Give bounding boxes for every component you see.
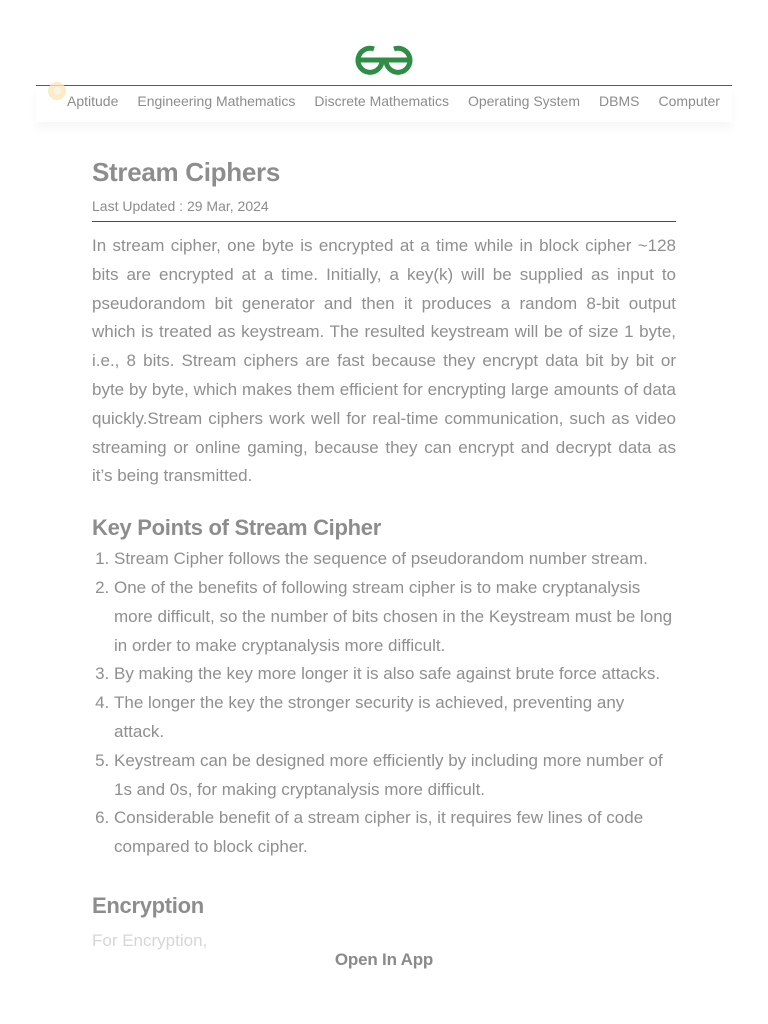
list-item: 1. Stream Cipher follows the sequence of pseudorandom number stream. [114,545,676,574]
list-item: 2. One of the benefits of following stream cipher is to make cryptanalysis more difficult, so the number of bits chosen in the Keystream must be long in order to make cryptanalysis more difficult. [114,574,676,660]
list-item: 4. The longer the key the stronger security is achieved, preventing any attack. [114,689,676,747]
article [92,150,676,953]
intro-paragraph: In stream cipher, one byte is encrypted at a time while in block cipher ~128 bits are encrypted at a time. Initially, a key(k) will be supplied as input to pseudorandom bit generator and then it produces a random 8-bit output which is treated as keystream. The resulted keystream will be of size 1 byte, i.e., 8 bits. Stream ciphers are fast because they encrypt data bit by bit or byte by byte, which makes them efficient for encrypting large amounts of data quickly.Stream ciphers work well for real-time communication, such as video streaming or online gaming, because they can encrypt and decrypt data as it’s being transmitted. [92,236,676,486]
top-nav [36,86,732,122]
list-item: 3. By making the key more longer it is also safe against brute force attacks. [114,660,676,689]
open-in-app-button[interactable]: Open In App [334,950,434,969]
gfg-logo-icon[interactable] [352,42,416,78]
nav-items [67,93,739,109]
page-title: Stream Ciphers [92,157,280,187]
nav-item-operating-system[interactable]: Operating System [467,93,581,109]
key-points-heading: Key Points of Stream Cipher [92,515,381,541]
last-updated: Last Updated : 29 Mar, 2024 [92,198,269,214]
title-divider [92,221,676,222]
nav-item-engineering-mathematics[interactable]: Engineering Mathematics [137,93,296,109]
header [0,0,768,86]
nav-item-dbms[interactable]: DBMS [599,93,640,109]
nav-item-computer[interactable]: Computer [658,93,720,109]
encryption-heading: Encryption [92,892,204,918]
list-item: 5. Keystream can be designed more efficiently by including more number of 1s and 0s, for making cryptanalysis more difficult. [114,747,676,805]
encryption-text: For Encryption, [92,930,208,950]
nav-item-discrete-mathematics[interactable]: Discrete Mathematics [314,93,449,109]
nav-item-aptitude[interactable]: Aptitude [67,93,119,109]
list-item: 6. Considerable benefit of a stream cipher is, it requires few lines of code compared to block cipher. [114,804,676,862]
key-points-list [92,545,676,862]
nav-badge-icon [48,82,66,100]
